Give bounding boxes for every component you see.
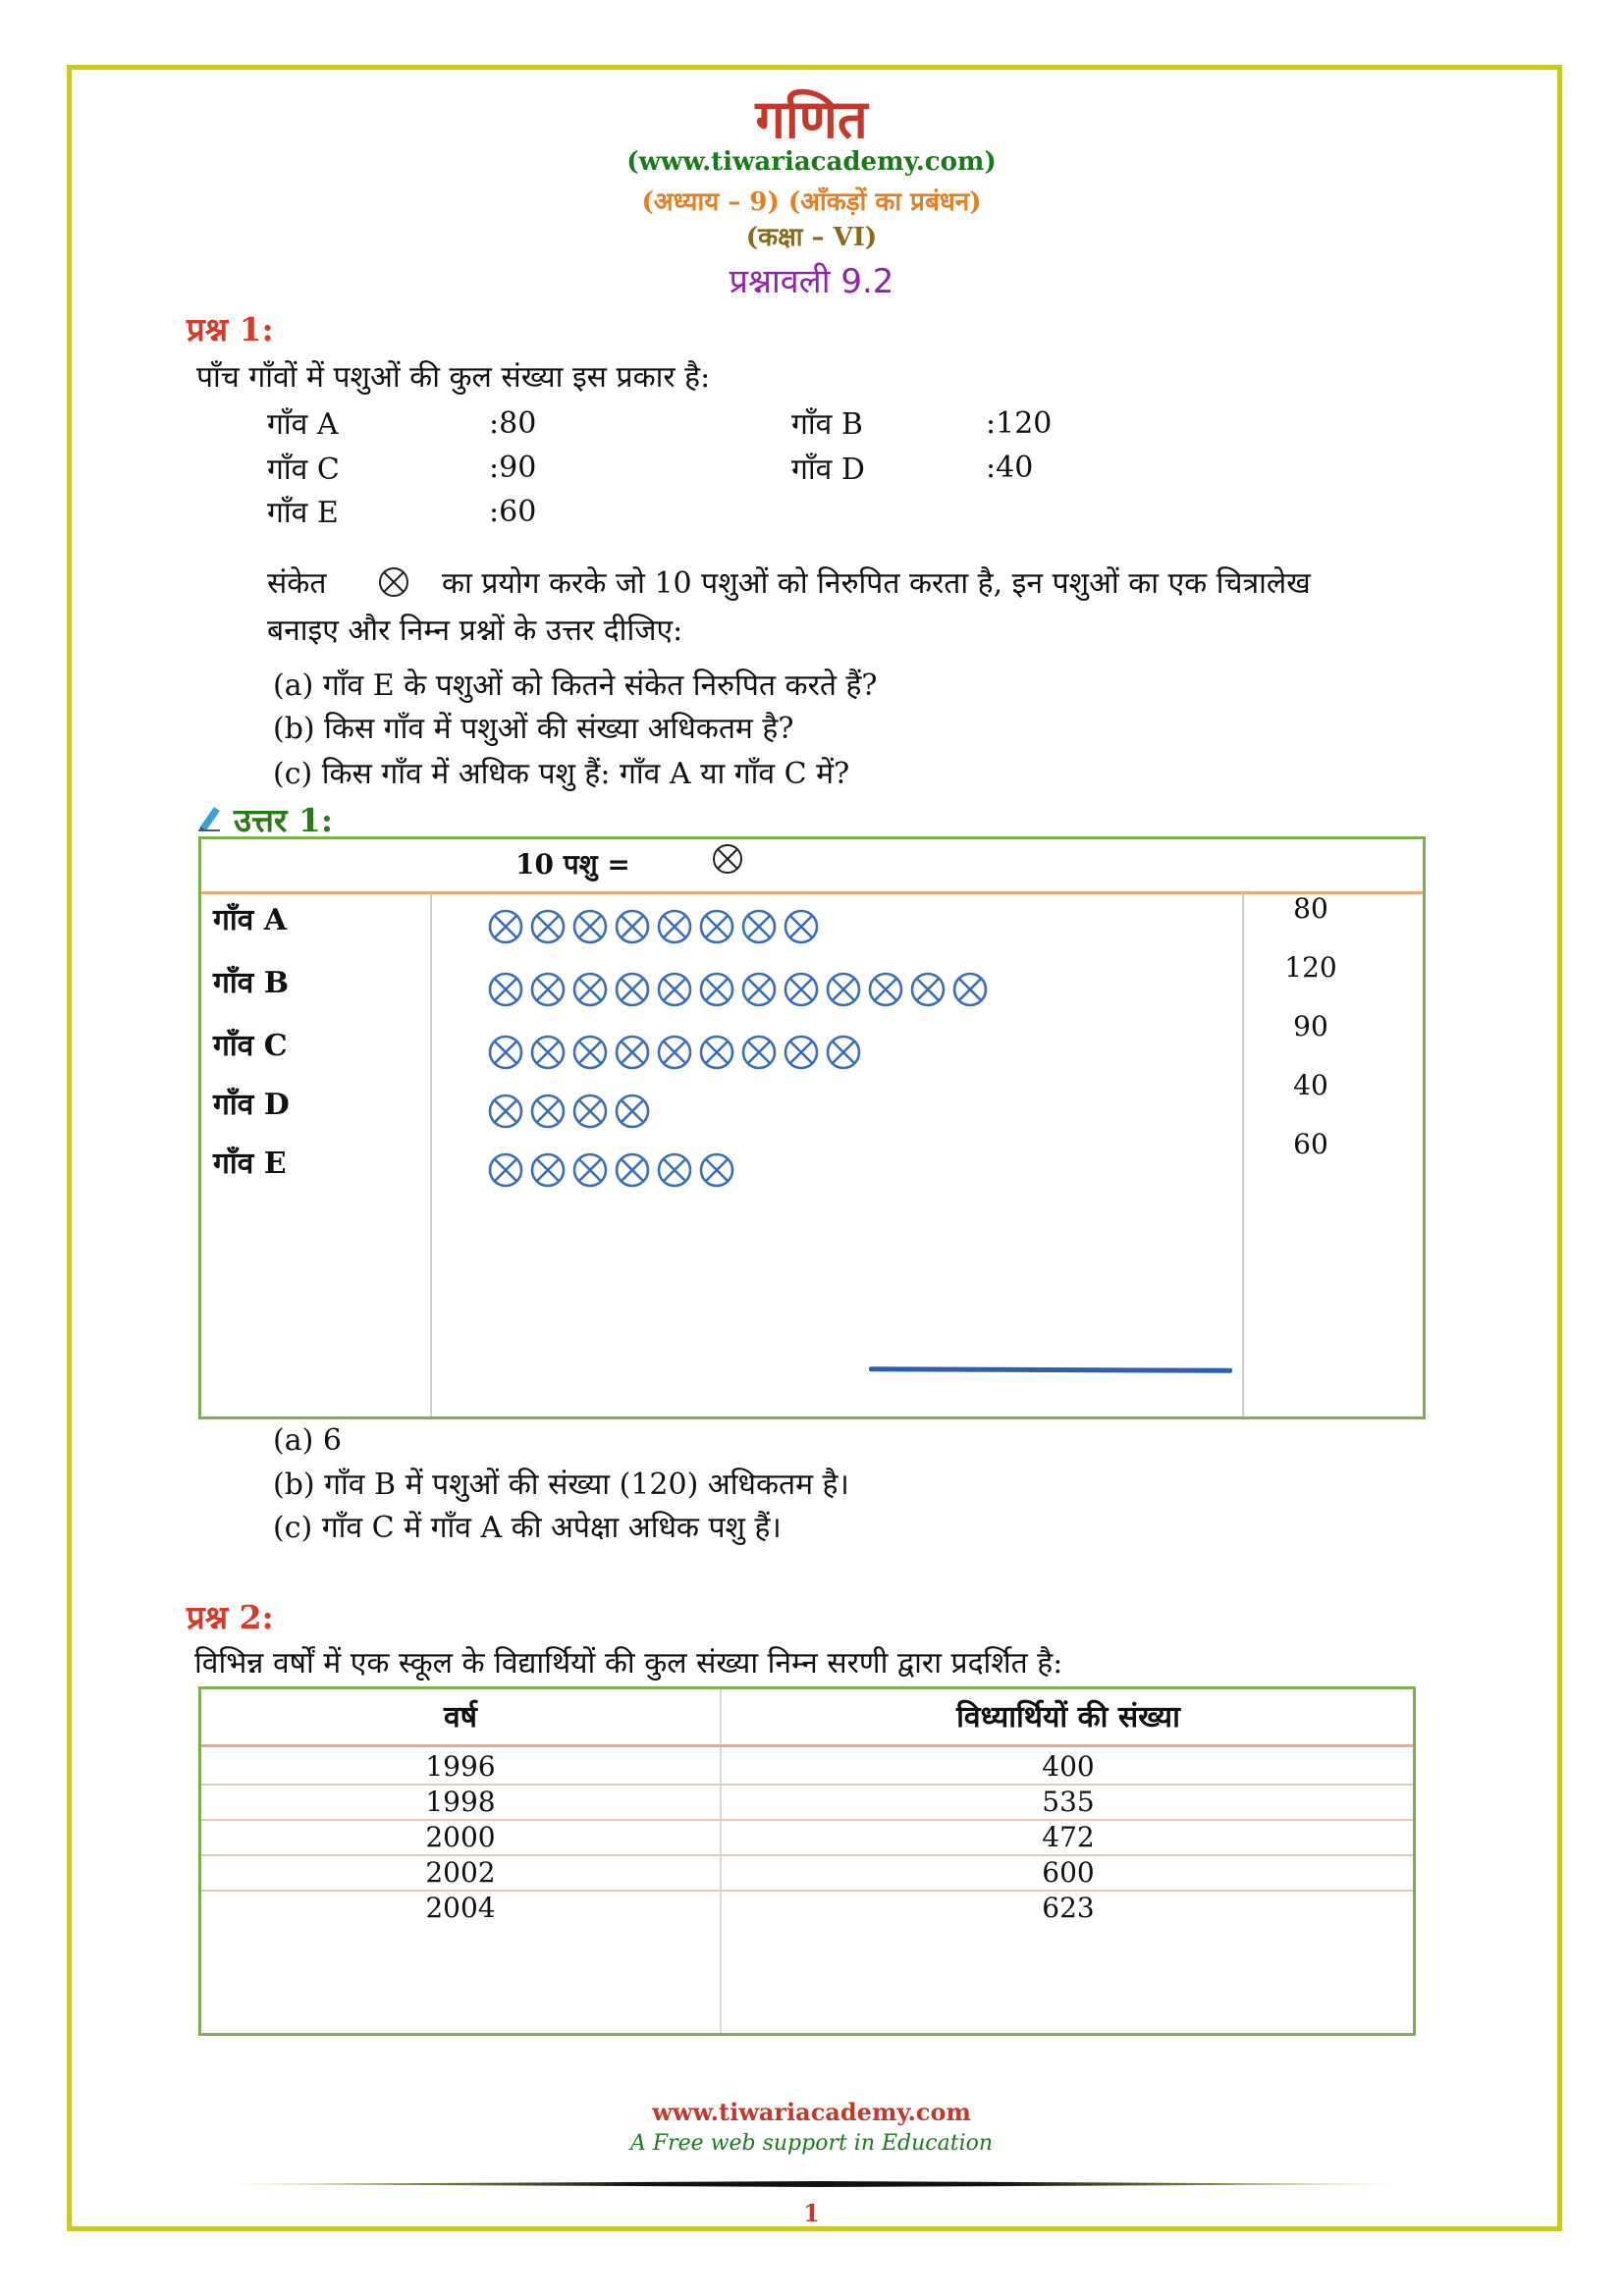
pictograph-symbol-icon xyxy=(490,1037,521,1068)
pictograph-column-divider-left xyxy=(430,894,432,1416)
pictograph-symbol-icon xyxy=(870,974,901,1005)
students-table-count-cell: 535 xyxy=(1042,1786,1095,1818)
question-1-part-b: (b) किस गाँव में पशुओं की संख्या अधिकतम है? xyxy=(273,712,794,746)
village-a-name: गाँव A xyxy=(267,407,339,442)
answer-1-label: उत्तर 1: xyxy=(234,801,334,839)
question-1-label: प्रश्न 1: xyxy=(187,310,274,348)
pictograph-value-label: 120 xyxy=(1284,951,1337,984)
pictograph-symbol-icon xyxy=(743,974,775,1005)
pictograph-symbol-icon xyxy=(574,911,606,942)
students-table-count-cell: 400 xyxy=(1042,1750,1095,1783)
village-e-value: :60 xyxy=(489,495,537,529)
pictograph-village-label: गाँव A xyxy=(213,903,288,937)
question-1-part-a: (a) गाँव E के पशुओं को कितने संकेत निरुपित करते हैं? xyxy=(273,668,878,703)
pictograph-symbol-icon xyxy=(574,1154,606,1186)
pictograph-symbol-icon xyxy=(490,1095,521,1127)
pictograph-value-label: 90 xyxy=(1293,1010,1328,1042)
pictograph-symbol-row xyxy=(486,1087,665,1136)
pictograph-symbol-icon xyxy=(912,974,944,1005)
pictograph-symbol-icon xyxy=(659,1154,690,1186)
answer-1-c: (c) गाँव C में गाँव A की अपेक्षा अधिक पशु हैं। xyxy=(273,1511,782,1545)
pictograph-symbol-icon xyxy=(785,1037,817,1068)
pictograph-value-label: 60 xyxy=(1293,1128,1328,1160)
answer-1-a: (a) 6 xyxy=(273,1423,342,1458)
instruction-text: का प्रयोग करके जो 10 पशुओं को निरुपित करता है, इन पशुओं का एक चित्रालेख xyxy=(442,566,1311,601)
pictograph-symbol-icon xyxy=(490,974,521,1005)
pictograph-symbol-icon xyxy=(490,1154,521,1186)
footer-tagline: A Free web support in Education xyxy=(629,2131,994,2156)
pictograph-symbol-icon xyxy=(659,911,690,942)
pictograph-symbol-icon xyxy=(490,911,521,942)
footer-site: www.tiwariacademy.com xyxy=(652,2098,971,2126)
page-number: 1 xyxy=(803,2199,820,2227)
pictograph-symbol-row xyxy=(486,965,1002,1014)
pictograph-value-label: 40 xyxy=(1293,1069,1328,1101)
question-2-intro: विभिन्न वर्षों में एक स्कूल के विद्यार्थियों की कुल संख्या निम्न सरणी द्वारा प्रदर्शित है: xyxy=(194,1646,1063,1681)
header-site: (www.tiwariacademy.com) xyxy=(626,147,997,177)
pictograph-symbol-icon xyxy=(743,1037,775,1068)
pictograph-symbol-icon xyxy=(701,911,732,942)
pictograph-symbol-icon xyxy=(617,1154,648,1186)
students-table xyxy=(198,1686,1416,2036)
students-table-year-cell: 1998 xyxy=(425,1786,496,1818)
students-table-header-divider xyxy=(201,1744,1413,1747)
village-e-name: गाँव E xyxy=(267,496,339,530)
students-table-count-cell: 623 xyxy=(1042,1892,1095,1924)
village-b-value: :120 xyxy=(986,406,1053,441)
pictograph-symbol-icon xyxy=(785,974,817,1005)
pictograph-village-label: गाँव B xyxy=(213,966,290,1000)
pictograph-table xyxy=(198,836,1426,1419)
pictograph-symbol-icon xyxy=(532,1037,564,1068)
pictograph-symbol-icon xyxy=(532,974,564,1005)
students-table-count-cell: 600 xyxy=(1042,1856,1095,1889)
pictograph-symbol-row xyxy=(486,902,834,951)
pictograph-symbol-icon xyxy=(659,1037,690,1068)
pictograph-symbol-icon xyxy=(701,974,732,1005)
village-d-name: गाँव D xyxy=(791,453,865,487)
village-c-name: गाँव C xyxy=(267,453,340,487)
village-a-value: :80 xyxy=(489,406,537,441)
village-b-name: गाँव B xyxy=(791,407,863,442)
pictograph-symbol-icon xyxy=(617,974,648,1005)
pictograph-symbol-icon xyxy=(828,1037,859,1068)
question-1-part-c: (c) किस गाँव में अधिक पशु हैं: गाँव A या गाँव C में? xyxy=(273,757,850,791)
class-heading: (कक्षा – VI) xyxy=(745,223,878,252)
otimes-symbol-icon xyxy=(377,565,410,599)
question-2-label: प्रश्न 2: xyxy=(187,1598,274,1636)
pictograph-symbol-icon xyxy=(574,1037,606,1068)
ink-stroke xyxy=(869,1366,1232,1373)
pictograph-symbol-icon xyxy=(659,974,690,1005)
pictograph-village-label: गाँव D xyxy=(213,1088,290,1122)
pictograph-symbol-icon xyxy=(617,911,648,942)
pictograph-symbol-icon xyxy=(532,1154,564,1186)
pictograph-symbol-icon xyxy=(617,1037,648,1068)
students-table-year-cell: 2004 xyxy=(425,1892,496,1924)
pictograph-symbol-icon xyxy=(701,1154,732,1186)
pictograph-symbol-icon xyxy=(532,1095,564,1127)
pictograph-key-symbol-icon xyxy=(710,841,745,877)
answer-1-b: (b) गाँव B में पशुओं की संख्या (120) अधिकतम है। xyxy=(273,1468,849,1502)
village-d-value: :40 xyxy=(986,451,1034,485)
pictograph-symbol-icon xyxy=(828,974,859,1005)
students-table-header-count: विध्यार्थियों की संख्या xyxy=(956,1700,1180,1735)
pictograph-key-label: 10 पशु = xyxy=(515,848,630,881)
students-table-year-cell: 2000 xyxy=(425,1821,496,1853)
instruction-symbol-word: संकेत xyxy=(267,566,327,601)
students-table-year-cell: 2002 xyxy=(425,1856,496,1889)
pictograph-village-label: गाँव E xyxy=(213,1147,287,1181)
pictograph-symbol-row xyxy=(486,1146,749,1195)
village-c-value: :90 xyxy=(489,451,537,485)
pictograph-header-divider xyxy=(201,891,1423,894)
pictograph-symbol-icon xyxy=(617,1095,648,1127)
pictograph-symbol-icon xyxy=(532,911,564,942)
question-1-intro: पाँच गाँवों में पशुओं की कुल संख्या इस प्रकार है: xyxy=(196,360,711,395)
pictograph-value-label: 80 xyxy=(1293,892,1328,925)
pictograph-symbol-icon xyxy=(954,974,986,1005)
page-title: गणित xyxy=(755,88,868,150)
pictograph-symbol-icon xyxy=(785,911,817,942)
exercise-heading: प्रश्नावली 9.2 xyxy=(729,262,894,301)
pictograph-symbol-row xyxy=(486,1028,876,1077)
pictograph-symbol-icon xyxy=(574,974,606,1005)
pictograph-symbol-icon xyxy=(574,1095,606,1127)
pictograph-symbol-icon xyxy=(701,1037,732,1068)
chapter-heading: (अध्याय – 9) (आँकड़ों का प्रबंधन) xyxy=(641,187,982,217)
pictograph-column-divider-right xyxy=(1242,894,1244,1416)
pictograph-symbol-icon xyxy=(743,911,775,942)
students-table-year-cell: 1996 xyxy=(425,1750,496,1783)
students-table-header-year: वर्ष xyxy=(443,1700,478,1735)
pencil-icon xyxy=(196,803,224,832)
instruction-text-line-2: बनाइए और निम्न प्रश्नों के उत्तर दीजिए: xyxy=(267,614,683,648)
students-table-count-cell: 472 xyxy=(1042,1821,1095,1853)
pictograph-village-label: गाँव C xyxy=(213,1029,288,1063)
